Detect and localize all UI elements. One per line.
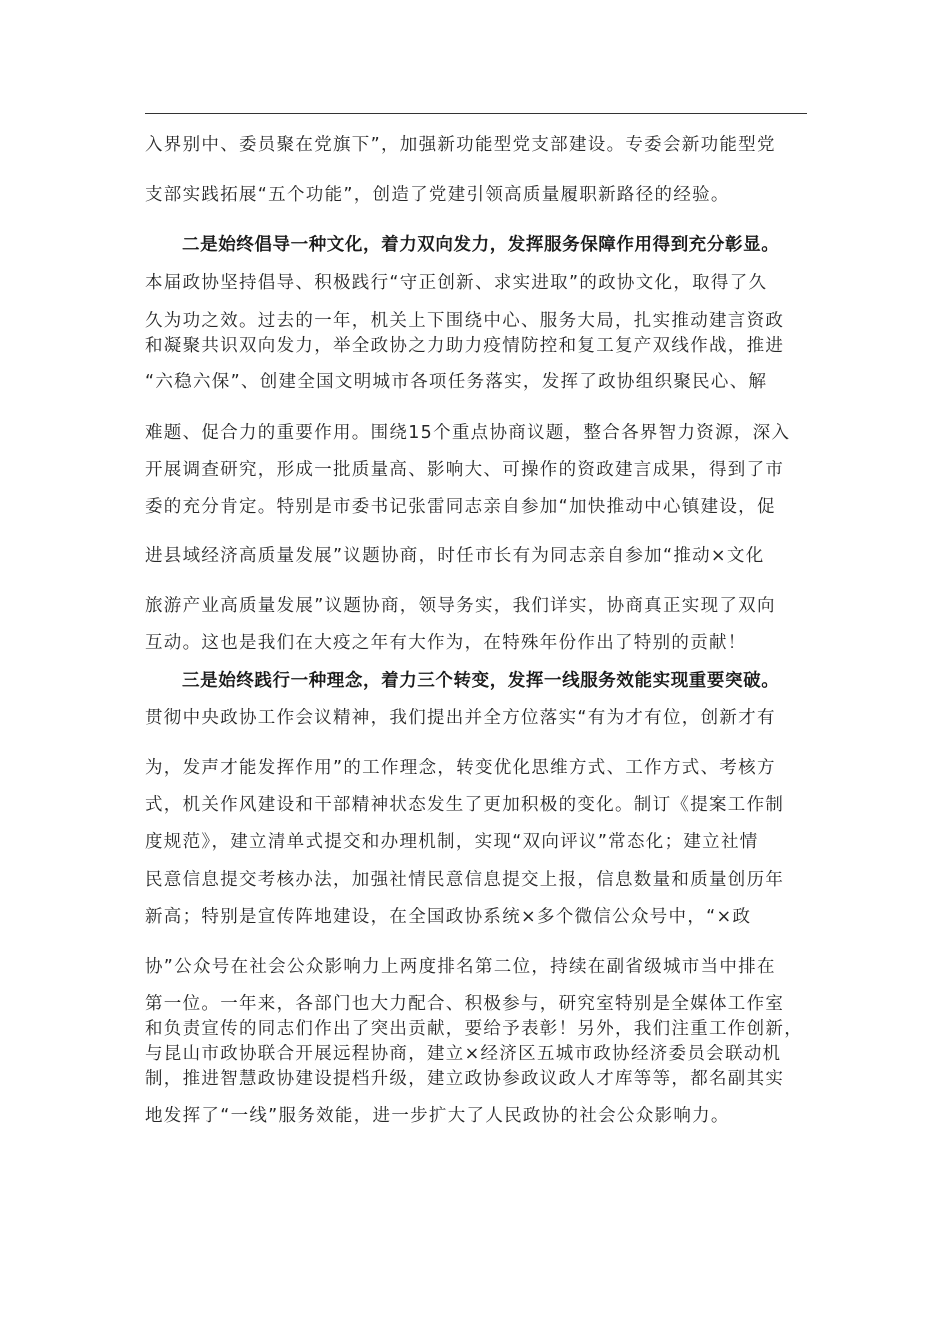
text-line: 第一位。一年来，各部门也大力配合、积极参与，研究室特别是全媒体工作室 — [145, 994, 785, 1014]
text-line: 委的充分肯定。特别是市委书记张雷同志亲自参加“加快推动中心镇建设，促 — [145, 497, 776, 517]
text-line: 制，推进智慧政协建设提档升级，建立政协参政议政人才库等等，都名副其实 — [145, 1069, 785, 1089]
text-line: 久为功之效。过去的一年，机关上下围绕中心、服务大局，扎实推动建言资政 — [145, 311, 785, 331]
text-line: 和凝聚共识双向发力，举全政协之力助力疫情防控和复工复产双线作战，推进 — [145, 336, 785, 356]
text-line: 进县域经济高质量发展”议题协商，时任市长有为同志亲自参加“推动×文化 — [145, 546, 765, 566]
text-line: 协”公众号在社会公众影响力上两度排名第二位，持续在副省级城市当中排在 — [145, 957, 776, 977]
text-line: 式，机关作风建设和干部精神状态发生了更加积极的变化。制订《提案工作制 — [145, 795, 785, 815]
text-line: 和负责宣传的同志们作出了突出贡献，要给予表彰！另外，我们注重工作创新， — [145, 1019, 803, 1039]
text-line: 开展调查研究，形成一批质量高、影响大、可操作的资政建言成果，得到了市 — [145, 460, 785, 480]
text-line: 度规范》，建立清单式提交和办理机制，实现“双向评议”常态化；建立社情 — [145, 832, 759, 852]
text-line: 入界别中、委员聚在党旗下”，加强新功能型党支部建设。专委会新功能型党 — [145, 135, 776, 155]
text-line: 互动。这也是我们在大疫之年有大作为，在特殊年份作出了特别的贡献！ — [145, 633, 747, 653]
text-line: 贯彻中央政协工作会议精神，我们提出并全方位落实“有为才有位，创新才有 — [145, 708, 776, 728]
text-line: 民意信息提交考核办法，加强社情民意信息提交上报，信息数量和质量创历年 — [145, 870, 785, 890]
text-line: 支部实践拓展“五个功能”，创造了党建引领高质量履职新路径的经验。 — [145, 185, 730, 205]
text-line: 旅游产业高质量发展”议题协商，领导务实，我们详实，协商真正实现了双向 — [145, 596, 776, 616]
text-line: “六稳六保”、创建全国文明城市各项任务落实，发挥了政协组织聚民心、解 — [145, 372, 768, 392]
text-line: 地发挥了“一线”服务效能，进一步扩大了人民政协的社会公众影响力。 — [145, 1106, 730, 1126]
header-rule — [145, 113, 807, 114]
text-line: 新高；特别是宣传阵地建设，在全国政协系统×多个微信公众号中，“×政 — [145, 907, 752, 927]
section-heading-3: 三是始终践行一种理念，着力三个转变，发挥一线服务效能实现重要突破。 — [182, 671, 780, 691]
text-line: 为，发声才能发挥作用”的工作理念，转变优化思维方式、工作方式、考核方 — [145, 758, 776, 778]
text-line: 与昆山市政协联合开展远程协商，建立×经济区五城市政协经济委员会联动机 — [145, 1044, 782, 1064]
section-heading-2: 二是始终倡导一种文化，着力双向发力，发挥服务保障作用得到充分彰显。 — [182, 235, 780, 255]
text-line: 难题、促合力的重要作用。围绕15个重点协商议题，整合各界智力资源，深入 — [145, 423, 791, 443]
text-line: 本届政协坚持倡导、积极践行“守正创新、求实进取”的政协文化，取得了久 — [145, 273, 768, 293]
